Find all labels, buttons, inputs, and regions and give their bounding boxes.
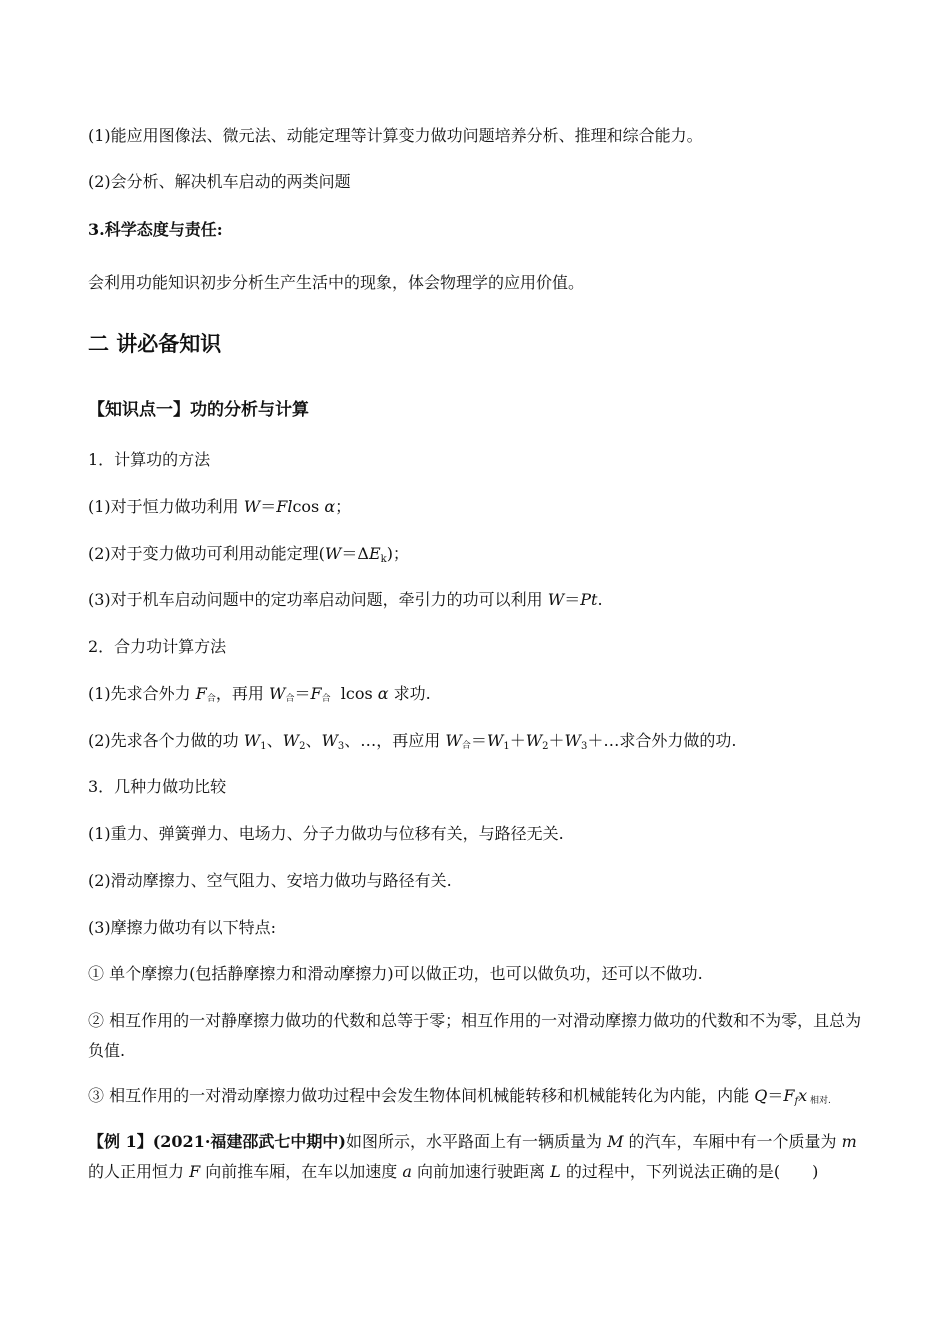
example-source: (2021·福建邵武七中期中) [152, 1132, 346, 1151]
example-label: 【例 1】 [88, 1132, 153, 1151]
knowledge-point-title: 【知识点一】功的分析与计算 [88, 400, 309, 420]
friction-point-2: ② 相互作用的一对静摩擦力做功的代数和总等于零；相互作用的一对滑动摩擦力做功的代数和不为零，且总为负值. [88, 1011, 862, 1060]
method-1-3: (3)对于机车启动问题中的定功率启动问题，牵引力的功可以利用 W＝Pt. [88, 590, 603, 609]
objective-1: (1)能应用图像法、微元法、动能定理等计算变力做功问题培养分析、推理和综合能力。 [88, 126, 703, 145]
friction-point-1: ① 单个摩擦力(包括静摩擦力和滑动摩擦力)可以做正功，也可以做负功，还可以不做功. [88, 964, 703, 983]
friction-point-3: ③ 相互作用的一对滑动摩擦力做功过程中会发生物体间机械能转移和机械能转化为内能，内能 $Q=F_fx$ 相对. [88, 1086, 831, 1107]
method-1-2: (2)对于变力做功可利用动能定理$(W=\Delta E_k)$； [88, 544, 409, 565]
comparison-1: (1)重力、弹簧弹力、电场力、分子力做功与位移有关，与路径无关. [88, 824, 564, 843]
objective-3-text: 会利用功能知识初步分析生产生活中的现象，体会物理学的应用价值。 [88, 273, 585, 292]
objective-2: (2)会分析、解决机车启动的两类问题 [88, 172, 351, 191]
section-title: 二 讲必备知识 [88, 332, 222, 356]
method-2-1: (1)先求合外力 F合，再用 W合＝F合 lcos α 求功. [88, 684, 431, 704]
subsection-3-title: 3．几种力做功比较 [88, 777, 227, 796]
subsection-1-title: 1．计算功的方法 [88, 450, 211, 469]
comparison-3: (3)摩擦力做功有以下特点: [88, 918, 277, 937]
method-1-1: (1)对于恒力做功利用 W＝Flcos α； [88, 497, 352, 516]
objective-3-heading: 3.科学态度与责任: [88, 220, 223, 239]
subsection-2-title: 2．合力功计算方法 [88, 637, 227, 656]
comparison-2: (2)滑动摩擦力、空气阻力、安培力做功与路径有关. [88, 871, 452, 890]
example-1: 【例 1】(2021·福建邵武七中期中)如图所示，水平路面上有一辆质量为 M 的汽车，车厢中有一个质量为 m 的人正用恒力 F 向前推车厢，在车以加速度 a 向前加速行驶距离 L 的过程中，下列说法正确的是( ) [88, 1132, 857, 1181]
method-2-2: (2)先求各个力做的功 $W_1$、$W_2$、$W_3$、…，再应用 W合$=W_1+W_2+W_3+\dots$求合外力做的功. [88, 731, 737, 752]
